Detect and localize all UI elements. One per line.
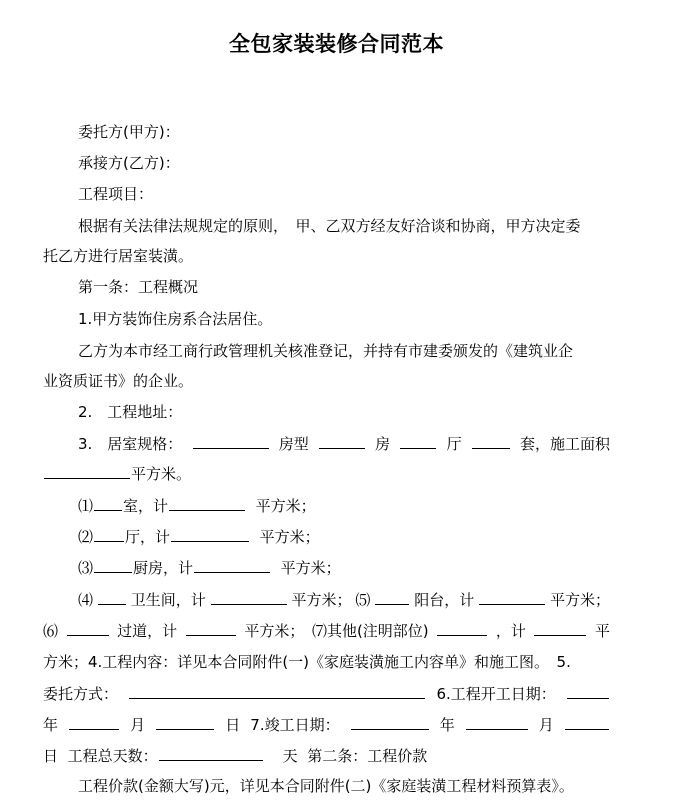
content-line: 方米；4.工程内容：详见本合同附件(一)《家庭装潢施工内容单》和施工图。 5.	[43, 653, 571, 671]
blank-field[interactable]	[472, 433, 510, 449]
blank-field[interactable]	[479, 589, 545, 605]
item-2-address: 2. 工程地址：	[78, 403, 183, 421]
blank-field[interactable]	[319, 433, 365, 449]
blank-field[interactable]	[44, 463, 130, 479]
blank-field[interactable]	[565, 714, 609, 730]
item-1: 1.甲方装饰住房系合法居住。	[78, 310, 273, 328]
room-2	[78, 526, 320, 548]
room-unit: 平方米；	[280, 559, 341, 577]
room-unit: 平方米；	[259, 528, 320, 546]
room-num: ⑹	[43, 622, 59, 640]
total-days-label: 工程总天数：	[67, 747, 158, 765]
day-label: 日	[225, 716, 241, 734]
room-name: 厅，计	[125, 528, 171, 546]
room-num: ⑶	[78, 559, 94, 577]
spec-unit: 平方米。	[131, 465, 192, 483]
blank-field[interactable]	[94, 495, 122, 511]
blank-field[interactable]	[156, 714, 214, 730]
room-num: ⑴	[78, 497, 94, 515]
room-unit: 平方米；	[244, 622, 305, 640]
room-1	[78, 495, 316, 517]
room-name: 卫生间，计	[130, 591, 206, 609]
blank-field[interactable]	[534, 620, 586, 636]
blank-field[interactable]	[351, 714, 429, 730]
year-label: 年	[43, 716, 59, 734]
price-line: 工程价款(金额大写)元，详见本合同附件(二)《家庭装潢工程材料预算表》。	[78, 777, 574, 795]
dates-line	[43, 714, 610, 736]
qualification-line-1: 乙方为本市经工商行政管理机关核准登记，并持有市建委颁发的《建筑业企	[78, 342, 574, 360]
room-num: ⑵	[78, 528, 94, 546]
room-calc: ，计	[495, 622, 526, 640]
room-name: 过道，计	[117, 622, 178, 640]
intro-line-2: 托乙方进行居室装潢。	[43, 247, 194, 265]
spec-area: 套，施工面积	[519, 435, 610, 453]
room-6-7	[43, 620, 610, 642]
end-date-label: 7.竣工日期：	[250, 716, 340, 734]
blank-field[interactable]	[94, 526, 124, 542]
room-unit: 平方米；	[549, 591, 610, 609]
start-date-label: 6.工程开工日期：	[436, 685, 556, 703]
blank-field[interactable]	[67, 620, 109, 636]
item-3-specs	[78, 433, 610, 455]
blank-field[interactable]	[171, 526, 249, 542]
days-unit: 天	[282, 747, 298, 765]
client-label: 委托方(甲方)：	[78, 123, 180, 141]
day-label: 日	[43, 747, 59, 765]
blank-field[interactable]	[98, 589, 126, 605]
spec-hall: 厅	[446, 435, 462, 453]
room-unit: 平	[594, 622, 610, 640]
blank-field[interactable]	[194, 557, 270, 573]
room-unit: 平方米；	[291, 591, 352, 609]
room-name: 厨房，计	[133, 559, 194, 577]
entrust-label: 委托方式：	[43, 685, 119, 703]
room-name: 阳台，计	[414, 591, 475, 609]
room-num: ⑸	[355, 591, 371, 609]
spec-room: 房	[375, 435, 391, 453]
blank-field[interactable]	[567, 683, 609, 699]
blank-field[interactable]	[69, 714, 119, 730]
blank-field[interactable]	[193, 433, 269, 449]
blank-field[interactable]	[159, 745, 263, 761]
document-title: 全包家装装修合同范本	[229, 31, 444, 56]
intro-line-1: 根据有关法律法规规定的原则， 甲、乙双方经友好洽谈和协商，甲方决定委	[78, 217, 581, 235]
month-label: 月	[130, 716, 146, 734]
qualification-line-2: 业资质证书》的企业。	[43, 372, 194, 390]
month-label: 月	[538, 716, 554, 734]
blank-field[interactable]	[186, 620, 236, 636]
room-3	[78, 557, 341, 579]
blank-field[interactable]	[211, 589, 287, 605]
room-other: ⑺其他(注明部位)	[311, 622, 429, 640]
room-name: 室，计	[123, 497, 169, 515]
blank-field[interactable]	[375, 589, 409, 605]
room-unit: 平方米；	[255, 497, 316, 515]
article-1-title: 第一条：工程概况	[78, 278, 199, 296]
blank-field[interactable]	[129, 683, 425, 699]
spec-label: 3. 居室规格：	[78, 435, 183, 453]
blank-field[interactable]	[466, 714, 528, 730]
article-2-title: 第二条：工程价款	[307, 747, 428, 765]
blank-field[interactable]	[400, 433, 436, 449]
blank-field[interactable]	[437, 620, 487, 636]
room-4-5	[78, 589, 610, 611]
contractor-label: 承接方(乙方)：	[78, 154, 180, 172]
year-label: 年	[439, 716, 455, 734]
spec-type: 房型	[278, 435, 309, 453]
entrust-line	[43, 683, 610, 705]
blank-field[interactable]	[94, 557, 132, 573]
item-3-cont	[43, 463, 191, 485]
days-line	[43, 745, 427, 767]
blank-field[interactable]	[169, 495, 245, 511]
project-label: 工程项目：	[78, 185, 154, 203]
room-num: ⑷	[78, 591, 94, 609]
